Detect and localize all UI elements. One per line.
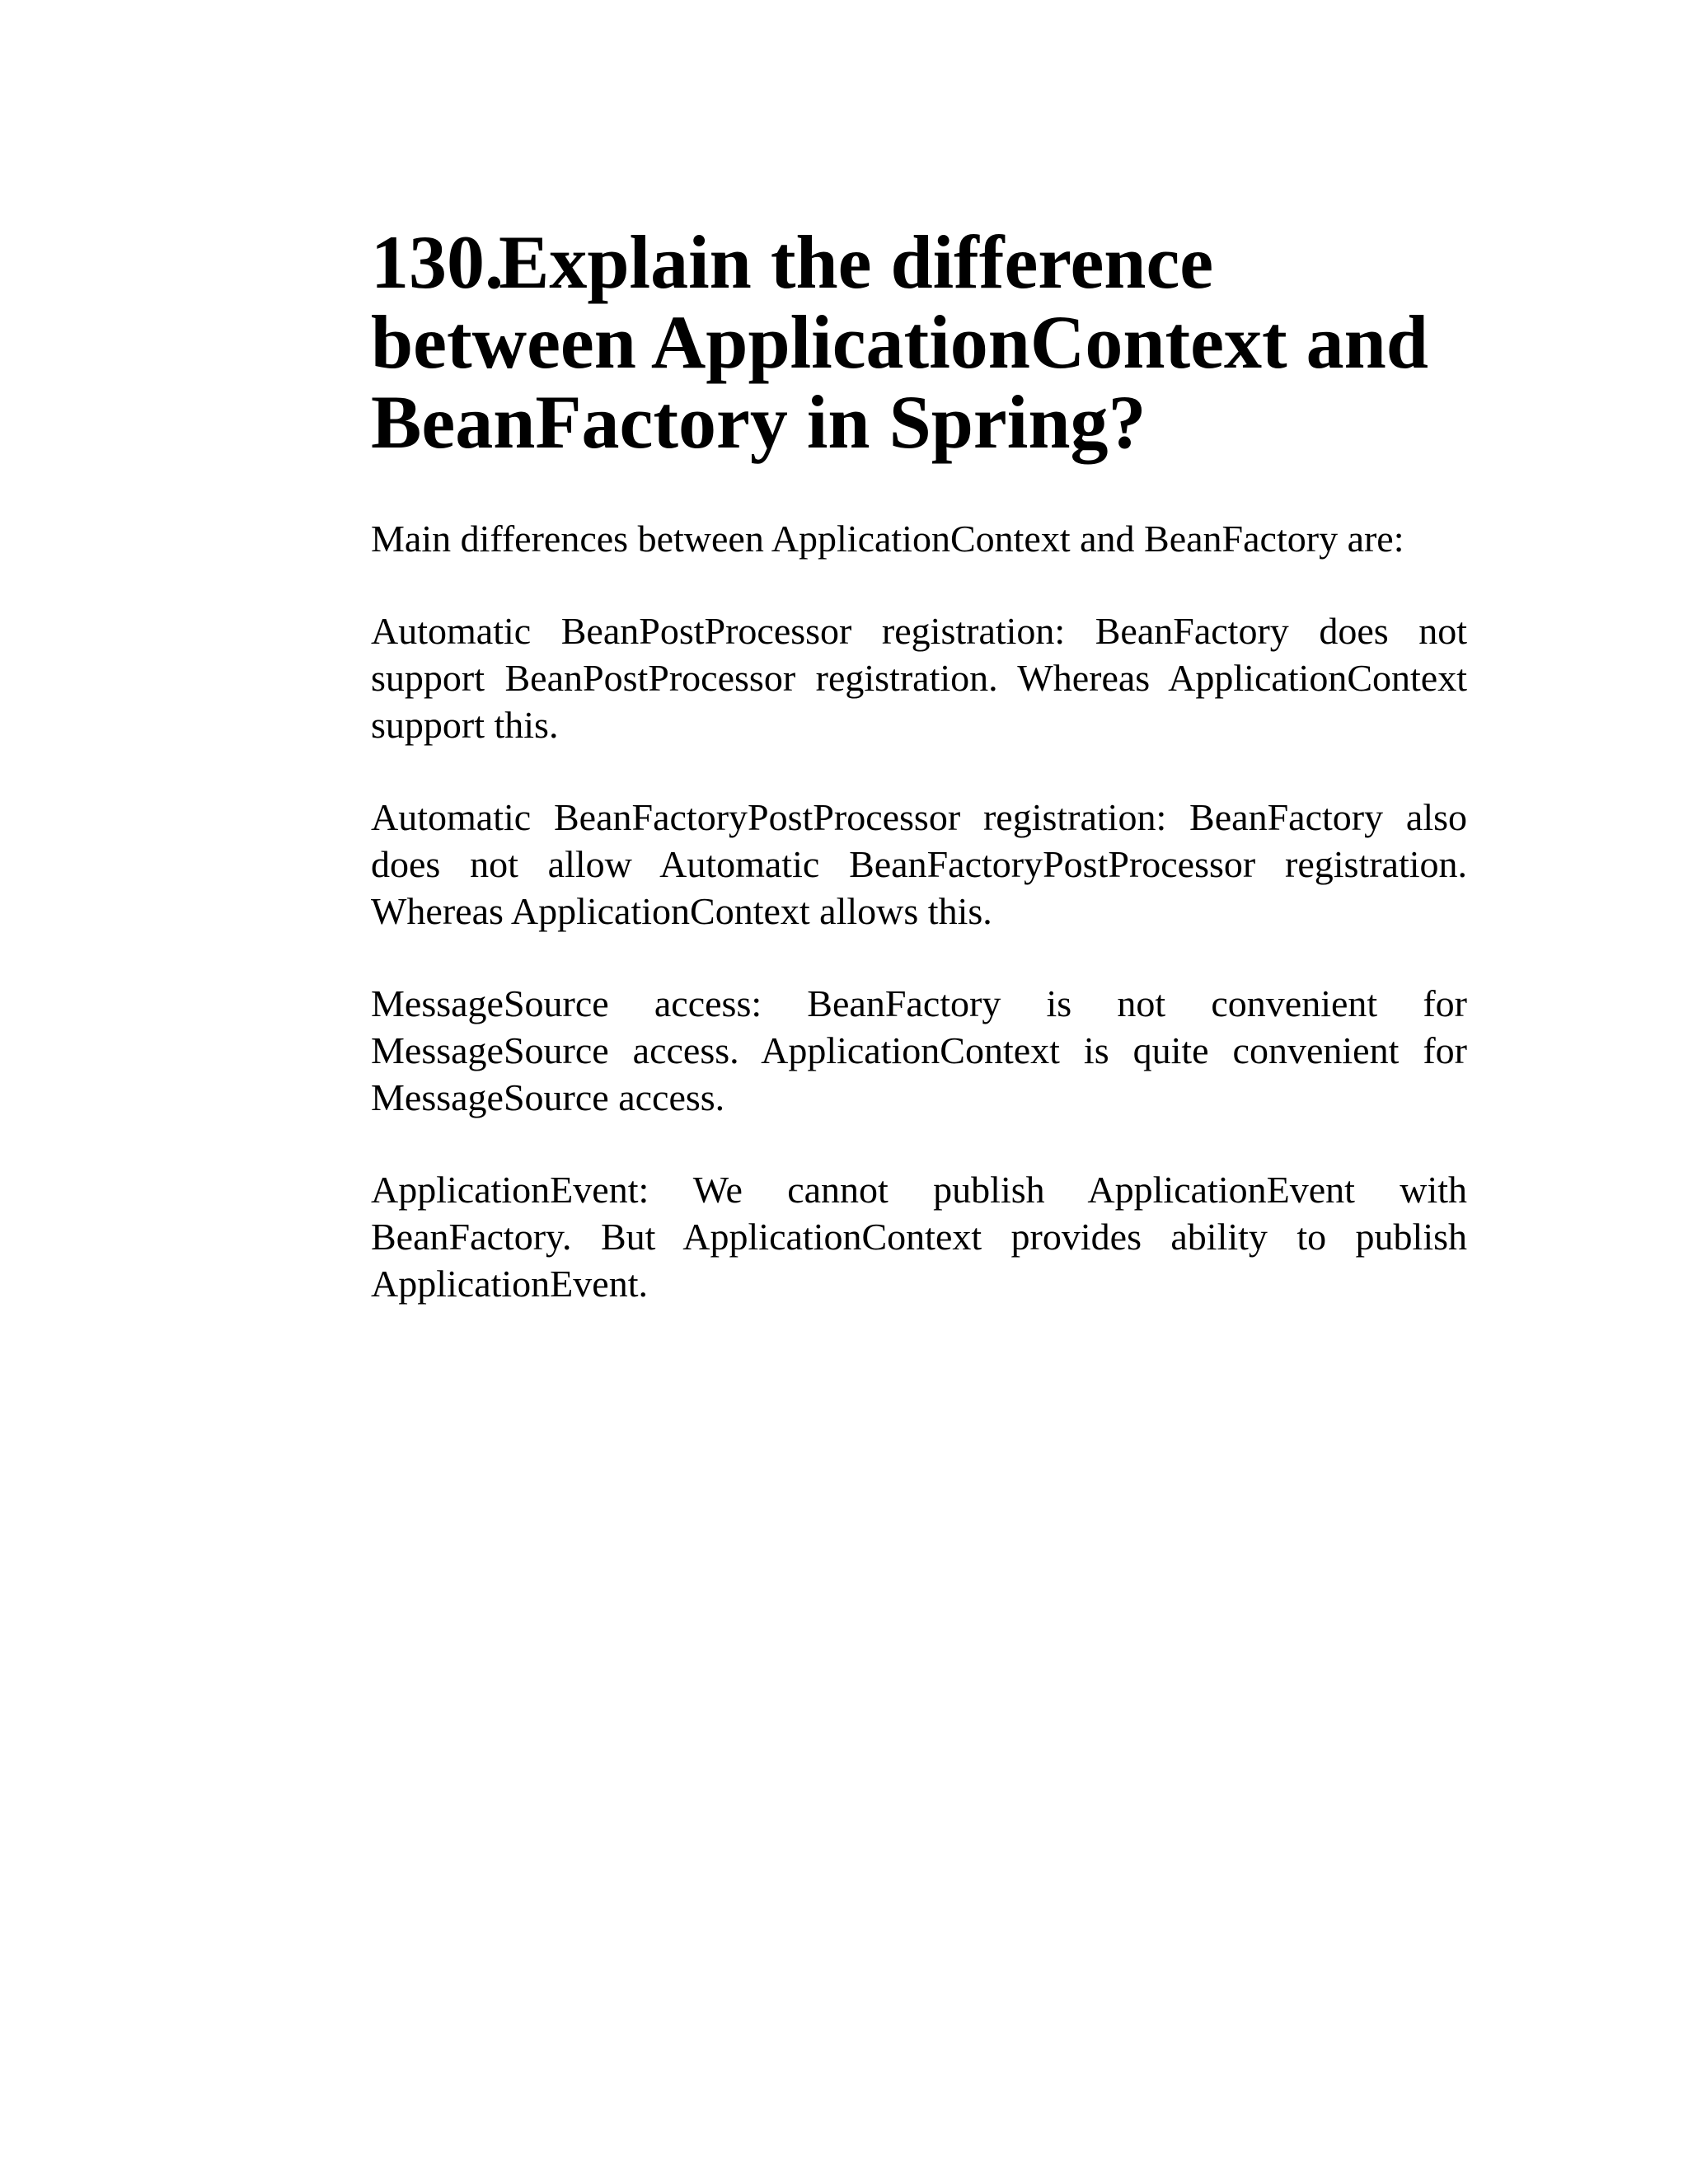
body-paragraph: Automatic BeanFactoryPostProcessor registration: BeanFactory also does not allow Automatic BeanFactoryPostProcessor registration. Whereas ApplicationContext allows this. [371,796,1467,932]
question-title: Explain the difference between ApplicationContext and BeanFactory in Spring? [371,220,1428,464]
body-paragraph: ApplicationEvent: We cannot publish ApplicationEvent with BeanFactory. But ApplicationContext provides ability to publish ApplicationEvent. [371,1169,1467,1305]
question-number: 130. [371,220,504,304]
body-paragraph: Automatic BeanPostProcessor registration: BeanFactory does not support BeanPostProcessor registration. Whereas ApplicationContext support this. [371,610,1467,746]
document-page [371,220,1467,1307]
question-heading [371,220,1467,464]
intro-paragraph: Main differences between ApplicationContext and BeanFactory are: [371,518,1404,560]
body-paragraph: MessageSource access: BeanFactory is not convenient for MessageSource access. ApplicationContext is quite convenient for MessageSource access. [371,982,1467,1118]
